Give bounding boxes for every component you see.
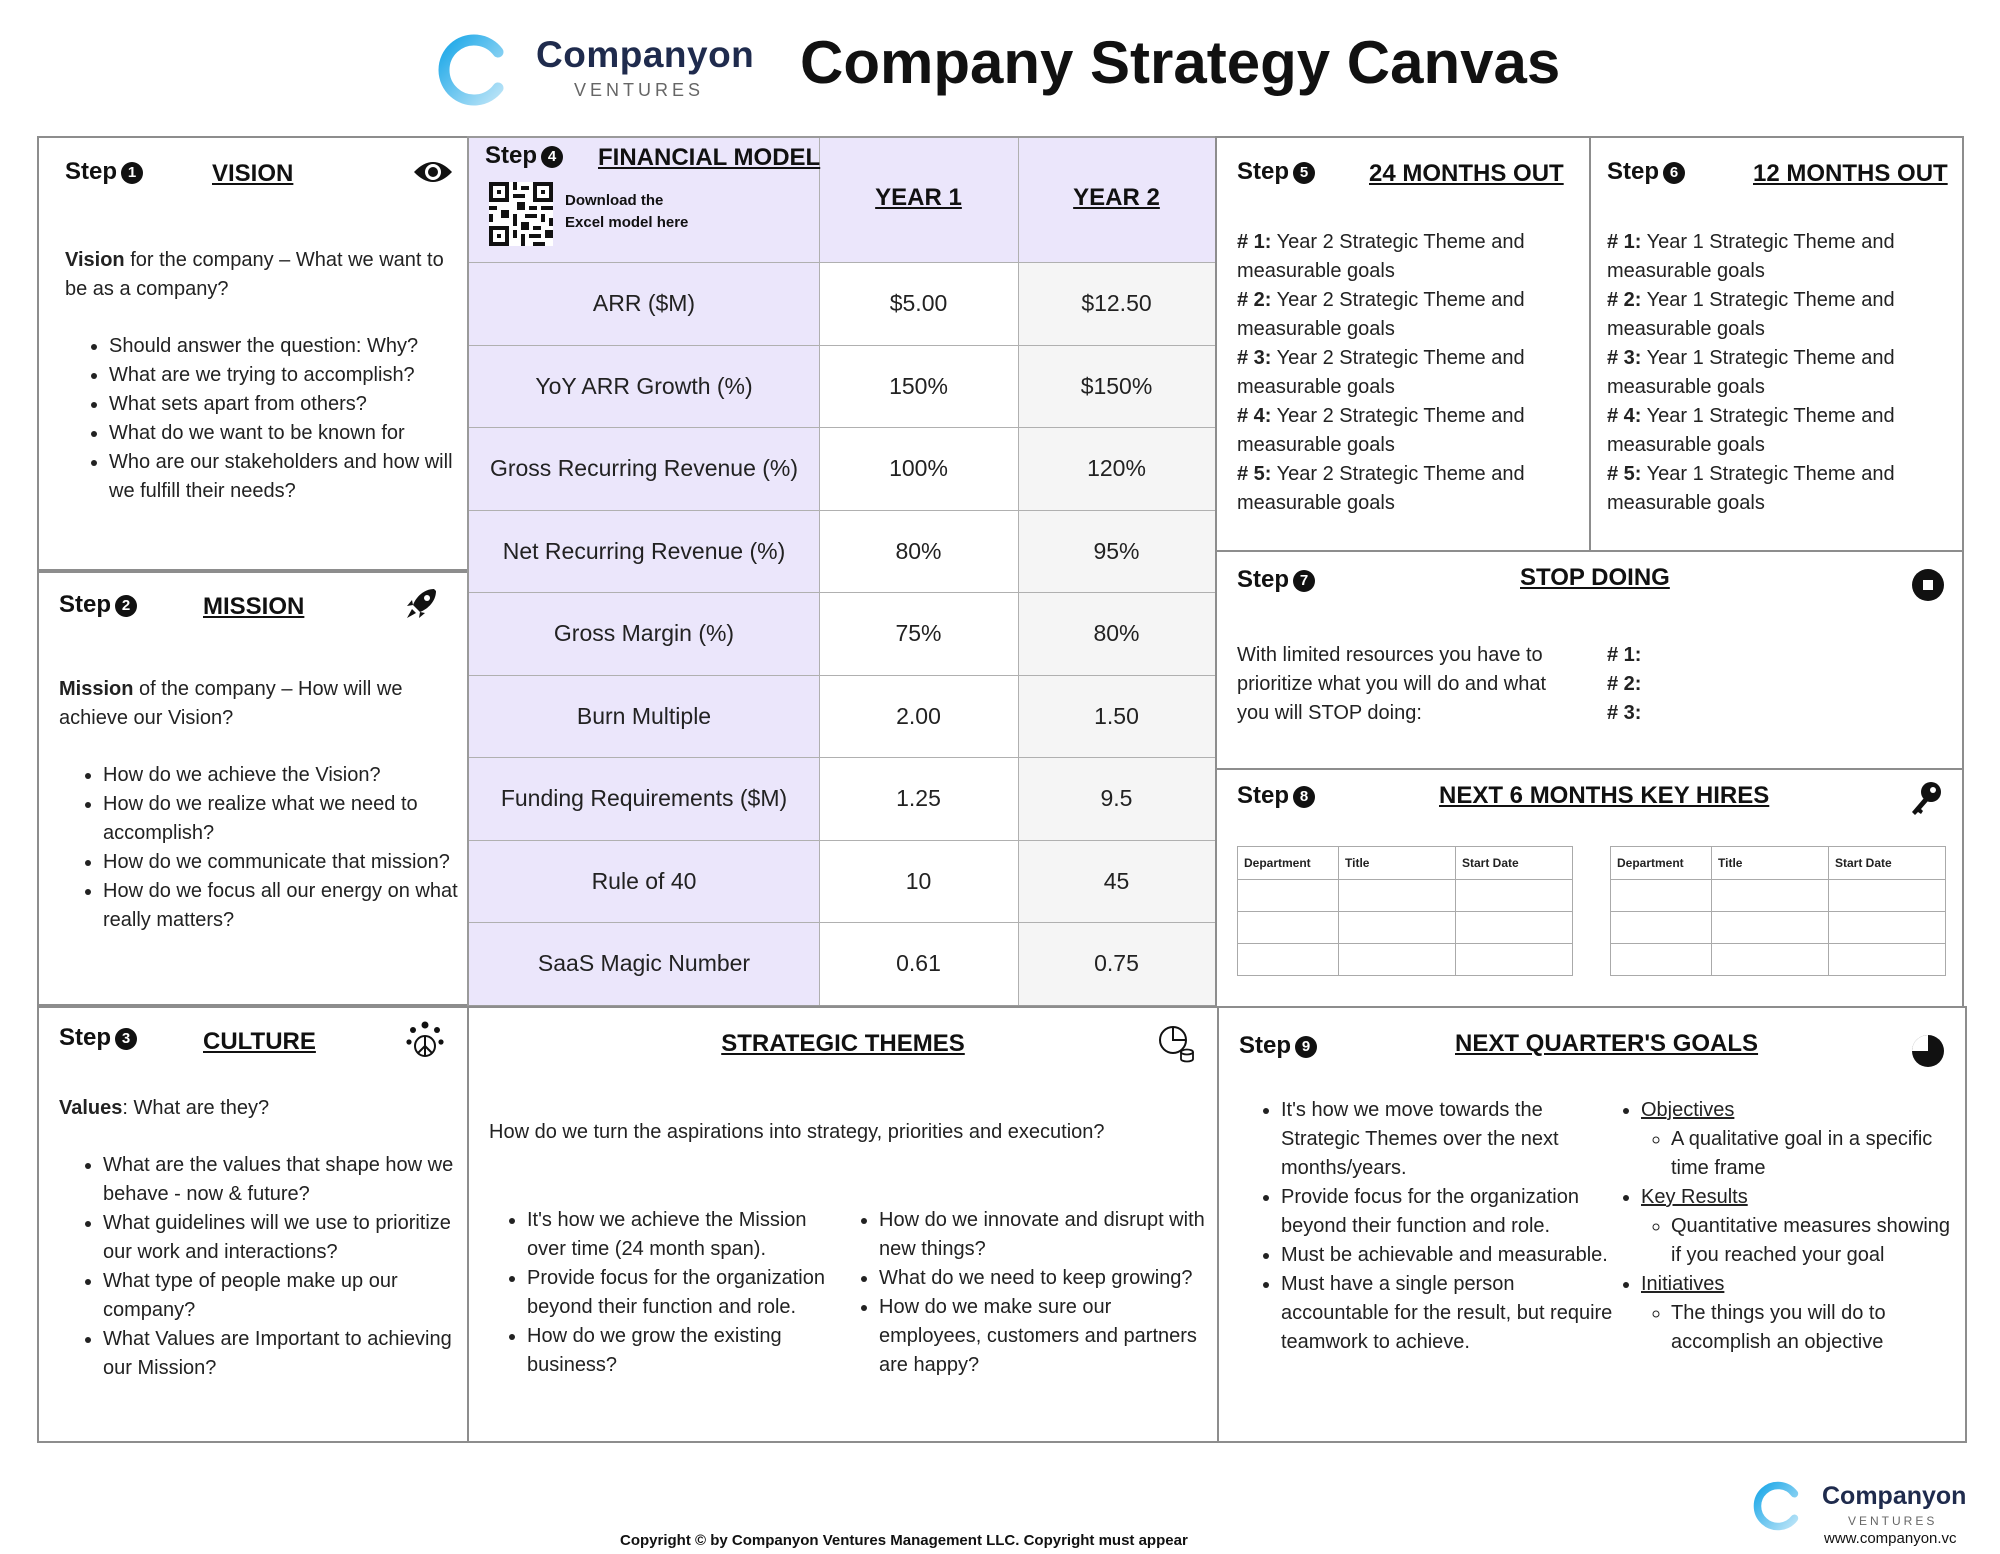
hires-col-title: Title (1712, 847, 1829, 880)
financial-row-label: YoY ARR Growth (%) (535, 372, 753, 399)
stop-panel (1215, 550, 1964, 770)
months12-item: # 4: Year 1 Strategic Theme and measurable goals (1607, 405, 1895, 456)
financial-row-year1[interactable]: 100% (889, 455, 948, 482)
themes-bullet: • How do we make sure our employees, customers and partners are happy? (879, 1293, 1209, 1380)
financial-row-year2[interactable]: 120% (1087, 455, 1146, 482)
themes-bullet: • It's how we achieve the Mission over time (24 month span). (527, 1206, 829, 1264)
months24-list (1237, 228, 1577, 518)
financial-row (469, 592, 1215, 675)
mission-bullet: • How do we focus all our energy on what really matters? (103, 877, 459, 935)
copyright-text: Copyright © by Companyon Ventures Management LLC. Copyright must appear (620, 1532, 1188, 1549)
months24-item: # 3: Year 2 Strategic Theme and measurable goals (1237, 347, 1525, 398)
months12-item: # 5: Year 1 Strategic Theme and measurable goals (1607, 463, 1895, 514)
vision-step: Step 1 (65, 158, 143, 186)
months12-item: # 1: Year 1 Strategic Theme and measurable goals (1607, 231, 1895, 282)
peace-people-icon (405, 1020, 445, 1060)
themes-question: How do we turn the aspirations into strategy, priorities and execution? (489, 1121, 1105, 1143)
culture-bullet: • What type of people make up our company? (103, 1267, 459, 1325)
footer-url[interactable]: www.companyon.vc (1824, 1530, 1957, 1547)
financial-row (469, 675, 1215, 758)
objectives-link: Objectives (1641, 1099, 1735, 1121)
stop-icon (1911, 568, 1945, 602)
hires-panel (1215, 768, 1964, 1008)
quarter-title: NEXT QUARTER'S GOALS (1455, 1030, 1759, 1057)
quarter-right (1605, 1096, 1955, 1357)
footer-logo (1752, 1480, 1992, 1550)
page-title: Company Strategy Canvas (800, 29, 1561, 96)
vision-bullet: • Should answer the question: Why? (109, 332, 460, 361)
key-results-desc: ◦ Quantitative measures showing if you reached your goal (1671, 1212, 1955, 1270)
qr-code-icon[interactable] (489, 182, 553, 246)
quarter-bullet: • Must be achievable and measurable. (1281, 1241, 1619, 1270)
footer-logo-name: Companyon (1822, 1482, 1967, 1510)
quarter-step: Step 9 (1239, 1032, 1317, 1060)
quarter-panel (1217, 1006, 1967, 1443)
financial-row-year1[interactable]: $5.00 (889, 290, 948, 317)
financial-title: FINANCIAL MODEL (598, 144, 821, 171)
quarter-bullet: • Must have a single person accountable for the result, but require teamwork to achieve. (1281, 1270, 1619, 1357)
eye-icon (412, 158, 454, 186)
financial-row-year2[interactable]: 80% (1093, 620, 1140, 647)
vision-bullet: • What are we trying to accomplish? (109, 361, 460, 390)
footer-logo-sub: VENTURES (1848, 1514, 1938, 1528)
companyon-logo-icon (1752, 1480, 1804, 1532)
culture-bullets (59, 1151, 459, 1383)
themes-bullet: • Provide focus for the organization beyond their function and role. (527, 1264, 829, 1322)
financial-row (469, 840, 1215, 923)
mission-bullet: • How do we achieve the Vision? (103, 761, 459, 790)
stop-title: STOP DOING (1520, 564, 1670, 591)
months12-item: # 3: Year 1 Strategic Theme and measurable goals (1607, 347, 1895, 398)
logo-sub: VENTURES (574, 80, 705, 100)
themes-bullet: • How do we grow the existing business? (527, 1322, 829, 1380)
chart-coins-icon (1157, 1024, 1197, 1064)
themes-title: STRATEGIC THEMES (721, 1030, 965, 1057)
financial-step: Step 4 (485, 142, 563, 170)
financial-row-label: Funding Requirements ($M) (500, 785, 788, 812)
financial-row-label: Net Recurring Revenue (%) (502, 537, 786, 564)
stop-list (1607, 641, 1641, 728)
vision-panel (37, 136, 469, 571)
culture-bullet: • What are the values that shape how we behave - now & future? (103, 1151, 459, 1209)
mission-bullet: • How do we realize what we need to accomplish? (103, 790, 459, 848)
culture-bullet: • What Values are Important to achieving our Mission? (103, 1325, 459, 1383)
months12-step: Step 6 (1607, 158, 1685, 186)
stop-step: Step 7 (1237, 566, 1315, 594)
stop-item[interactable]: # 1: (1607, 644, 1642, 666)
hires-table-2 (1610, 846, 1946, 976)
vision-title: VISION (212, 160, 294, 187)
financial-row-year1[interactable]: 0.61 (896, 950, 941, 977)
vision-body: Vision for the company – What we want to be as a company? • Should answer the question: Why? • What are we trying to accomplish? • What sets apart from others? • What do we want to be known for • Who are our stakeholders and how will we fulfill their needs? (65, 246, 460, 506)
months24-item: # 4: Year 2 Strategic Theme and measurable goals (1237, 405, 1525, 456)
logo-name: Companyon (536, 34, 755, 75)
months12-list (1607, 228, 1947, 518)
vision-bullet: • What sets apart from others? (109, 390, 460, 419)
financial-row-year1[interactable]: 150% (889, 372, 948, 399)
months12-panel (1589, 136, 1964, 552)
months24-title: 24 MONTHS OUT (1369, 160, 1564, 187)
financial-row-year1[interactable]: 80% (895, 537, 942, 564)
financial-row-label: Burn Multiple (576, 702, 712, 729)
culture-title: CULTURE (203, 1028, 316, 1055)
vision-bullet: • What do we want to be known for (109, 419, 460, 448)
hires-col-start: Start Date (1456, 847, 1573, 880)
financial-row (469, 345, 1215, 428)
mission-body: Mission of the company – How will we achieve our Vision? • How do we achieve the Vision? • How do we realize what we need to accomplish? • How do we communicate that mission? • How do we focus all our energy on what really matters? (59, 675, 459, 935)
vision-bullet: • Who are our stakeholders and how will we fulfill their needs? (109, 448, 460, 506)
header-logo (436, 30, 756, 110)
months24-item: # 5: Year 2 Strategic Theme and measurable goals (1237, 463, 1525, 514)
financial-row-year2[interactable]: $150% (1080, 372, 1153, 399)
culture-bullet: • What guidelines will we use to prioritize our work and interactions? (103, 1209, 459, 1267)
financial-panel (467, 136, 1217, 1007)
mission-step: Step 2 (59, 591, 137, 619)
financial-row-year1[interactable]: 2.00 (896, 702, 941, 729)
culture-panel (37, 1006, 469, 1443)
financial-row-label: Rule of 40 (591, 867, 697, 894)
objectives-desc: ◦ A qualitative goal in a specific time frame (1671, 1125, 1955, 1183)
vision-bullets (65, 332, 460, 506)
quarter-bullet: • It's how we move towards the Strategic Themes over the next months/years. (1281, 1096, 1619, 1183)
stop-item[interactable]: # 3: (1607, 702, 1642, 724)
financial-row-year2[interactable]: 0.75 (1094, 950, 1139, 977)
stop-text: With limited resources you have to prioritize what you will do and what you will STOP doing: (1237, 644, 1547, 724)
hires-col-start: Start Date (1829, 847, 1946, 880)
financial-row-year1[interactable]: 10 (905, 867, 932, 894)
rocket-icon (404, 587, 438, 621)
key-results-link: Key Results (1641, 1186, 1748, 1208)
hires-title: NEXT 6 MONTHS KEY HIRES (1439, 782, 1770, 809)
themes-bullet: • How do we innovate and disrupt with new things? (879, 1206, 1209, 1264)
year1-header: YEAR 1 (875, 184, 962, 211)
initiatives-link: Initiatives (1641, 1273, 1725, 1295)
hires-col-title: Title (1339, 847, 1456, 880)
mission-bullet: • How do we communicate that mission? (103, 848, 459, 877)
months24-item: # 1: Year 2 Strategic Theme and measurable goals (1237, 231, 1525, 282)
themes-bullet: • What do we need to keep growing? (879, 1264, 1209, 1293)
financial-row (469, 510, 1215, 593)
pie-icon (1911, 1034, 1945, 1068)
quarter-bullet: • Provide focus for the organization beyond their function and role. (1281, 1183, 1619, 1241)
months24-item: # 2: Year 2 Strategic Theme and measurable goals (1237, 289, 1525, 340)
financial-row (469, 922, 1215, 1005)
initiatives-desc: ◦ The things you will do to accomplish an objective (1671, 1299, 1955, 1357)
mission-title: MISSION (203, 593, 305, 620)
companyon-logo-icon (436, 32, 512, 108)
hires-table-1 (1237, 846, 1573, 976)
themes-right (835, 1206, 1209, 1380)
financial-row (469, 262, 1215, 345)
financial-row-year2[interactable]: $12.50 (1081, 290, 1152, 317)
culture-body: Values: What are they? • What are the values that shape how we behave - now & future? • What guidelines will we use to prioritize our work and interactions? • What type of people make up our company? • What Values are Important to achieving our Mission? (59, 1094, 459, 1383)
themes-panel (467, 1006, 1219, 1443)
year2-header: YEAR 2 (1073, 184, 1160, 211)
months12-item: # 2: Year 1 Strategic Theme and measurable goals (1607, 289, 1895, 340)
financial-row-year2[interactable]: 45 (1103, 867, 1130, 894)
stop-item[interactable]: # 2: (1607, 673, 1642, 695)
months24-step: Step 5 (1237, 158, 1315, 186)
key-icon (1909, 780, 1943, 818)
financial-row (469, 757, 1215, 840)
hires-step: Step 8 (1237, 782, 1315, 810)
financial-row-year2[interactable]: 95% (1093, 537, 1140, 564)
months24-panel (1215, 136, 1591, 552)
financial-row-year2[interactable]: 1.50 (1094, 702, 1139, 729)
hires-col-department: Department (1238, 847, 1339, 880)
financial-row-label: SaaS Magic Number (537, 950, 751, 977)
quarter-left (1219, 1096, 1619, 1357)
financial-row-year2[interactable]: 9.5 (1100, 785, 1133, 812)
qr-download-text[interactable]: Download the Excel model here (565, 192, 689, 231)
financial-row-year1[interactable]: 75% (895, 620, 942, 647)
financial-row-year1[interactable]: 1.25 (896, 785, 941, 812)
months12-title: 12 MONTHS OUT (1753, 160, 1948, 187)
financial-row-label: ARR ($M) (592, 290, 696, 317)
hires-col-department: Department (1611, 847, 1712, 880)
themes-left (469, 1206, 829, 1380)
culture-step: Step 3 (59, 1024, 137, 1052)
mission-bullets (59, 761, 459, 935)
financial-row-label: Gross Recurring Revenue (%) (489, 455, 799, 482)
financial-row-label: Gross Margin (%) (553, 620, 735, 647)
financial-row (469, 427, 1215, 510)
mission-panel (37, 571, 469, 1006)
